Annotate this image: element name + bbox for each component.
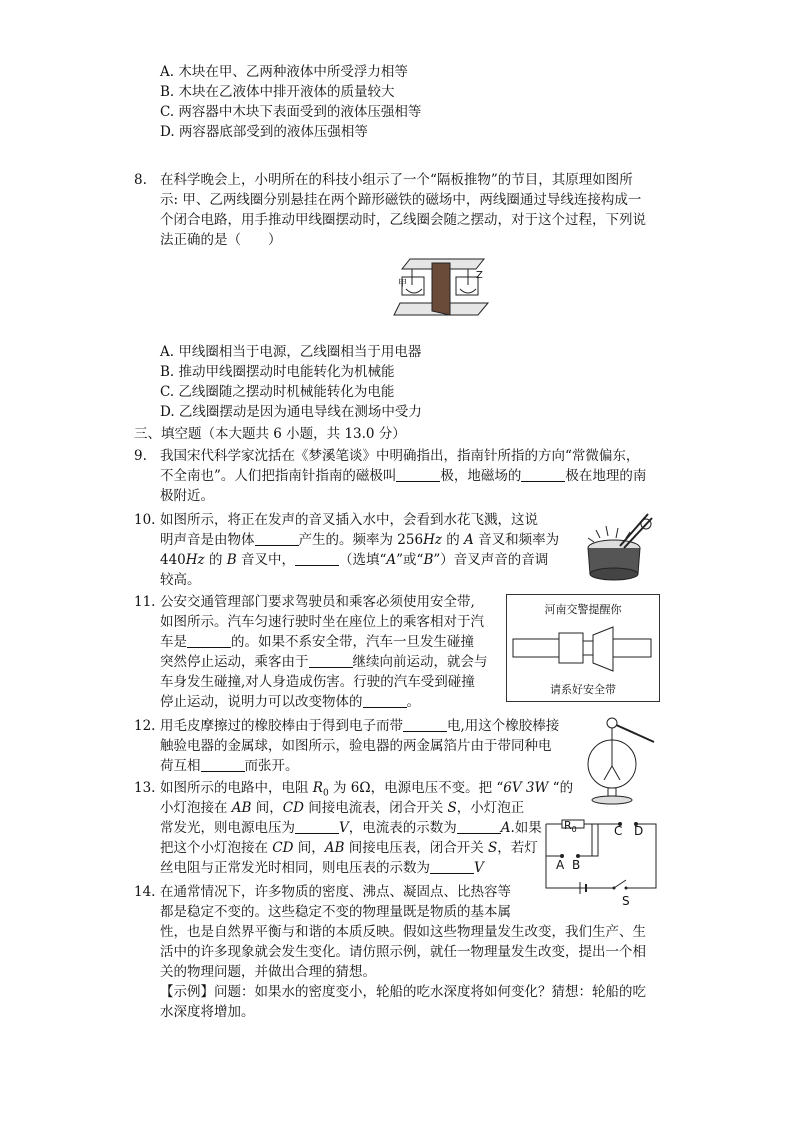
q13-blank-1[interactable] [295, 819, 339, 834]
q8-label-jia: 甲 [398, 279, 408, 289]
q11-blank-1[interactable] [187, 633, 231, 648]
q11-blank-2[interactable] [309, 653, 353, 668]
q13-blank-2[interactable] [457, 819, 501, 834]
q10-line-1: 如图所示，将正在发声的音叉插入水中，会看到水花飞溅，这说 [160, 512, 538, 528]
q14-number: 14. [134, 884, 156, 900]
q8-line-3: 个闭合电路，用手推动甲线圈摆动时，乙线圈会随之摆动，对于这个过程，下列说 [160, 212, 646, 228]
q7-option-d: D. 两容器底部受到的液体压强相等 [160, 124, 368, 140]
q8-number: 8. [134, 172, 147, 188]
q7-option-c: C. 两容器中木块下表面受到的液体压强相等 [160, 104, 422, 120]
q12-line-1: 用毛皮摩擦过的橡胶棒由于得到电子而带 电,用这个橡胶棒接 [160, 718, 560, 734]
q10-line-4: 较高。 [160, 572, 201, 588]
q13-line-3: 常发光，则电源电压为 V，电流表的示数为 A.如果 [160, 820, 542, 836]
q7-option-b: B. 木块在乙液体中排开液体的质量较大 [160, 84, 395, 100]
q12-electroscope-figure [584, 716, 664, 808]
q8-option-a: A. 甲线圈相当于电源，乙线圈相当于用电器 [160, 344, 422, 360]
q14-line-2: 都是稳定不变的。这些稳定不变的物理量既是物质的基本属 [160, 904, 511, 920]
q13-label-b: B [572, 858, 581, 872]
q7-option-a: A. 木块在甲、乙两种液体中所受浮力相等 [160, 64, 408, 80]
q13-label-c: C [614, 824, 623, 838]
section-fill-in-title: 三、填空题（本大题共 6 小题，共 13.0 分） [134, 426, 406, 442]
q14-line-5: 关的物理问题，并做出合理的猜想。 [160, 964, 376, 980]
q12-number: 12. [134, 718, 156, 734]
q14-line-4: 活中的许多现象就会发生变化。请仿照示例，就任一物理量发生改变，提出一个相 [160, 944, 646, 960]
q12-blank-1[interactable] [403, 717, 447, 732]
q8-line-4: 法正确的是（ ） [160, 232, 282, 248]
q8-option-c: C. 乙线圈随之摆动时机械能转化为电能 [160, 384, 395, 400]
q13-label-a: A [556, 858, 565, 872]
q14-line-6: 【示例】问题：如果水的密度变小，轮船的吃水深度将如何变化？猜想：轮船的吃 [160, 984, 646, 1000]
q11-line-5: 车身发生碰撞,对人身造成伤害。行驶的汽车受到碰撞 [160, 674, 475, 690]
q14-line-1: 在通常情况下，许多物质的密度、沸点、凝固点、比热容等 [160, 884, 511, 900]
q9-blank-1[interactable] [396, 467, 440, 482]
seatbelt-buckle-icon [511, 621, 655, 677]
poster-top-text: 河南交警提醒你 [544, 603, 622, 616]
q13-line-2: 小灯泡接在 AB 间，CD 间接电流表，闭合开关 S，小灯泡正 [160, 800, 525, 816]
q11-seatbelt-poster [506, 594, 660, 702]
q10-tuning-fork-figure [580, 508, 660, 582]
q8-option-b: B. 推动甲线圈摆动时电能转化为机械能 [160, 364, 395, 380]
q11-line-3: 车是 的。如果不系安全带，汽车一旦发生碰撞 [160, 634, 474, 650]
q9-blank-2[interactable] [521, 467, 565, 482]
q9-line-3: 极附近。 [160, 488, 214, 504]
q12-line-2: 触验电器的金属球，如图所示，验电器的两金属箔片由于带同种电 [160, 738, 552, 754]
q11-line-4: 突然停止运动，乘客由于 继续向前运动，就会与 [160, 654, 488, 670]
poster-bottom-text: 请系好安全带 [550, 683, 616, 696]
q9-line-1: 我国宋代科学家沈括在《梦溪笔谈》中明确指出，指南针所指的方向“常微偏东， [160, 448, 640, 464]
q8-line-2: 示: 甲、乙两线圈分别悬挂在两个蹄形磁铁的磁场中，两线圈通过导线连接构成一 [160, 192, 642, 208]
q10-line-2: 明声音是由物体 产生的。频率为 256Hz 的 A 音叉和频率为 [160, 532, 560, 548]
q9-number: 9. [134, 448, 147, 464]
q12-blank-2[interactable] [201, 757, 245, 772]
q8-line-1: 在科学晚会上，小明所在的科技小组示了一个“隔板推物”的节目，其原理如图所 [160, 172, 633, 188]
q10-number: 10. [134, 512, 156, 528]
q13-label-s: S [622, 894, 630, 908]
q11-line-1: 公安交通管理部门要求驾驶员和乘客必须使用安全带, [160, 594, 475, 610]
q11-line-6: 停止运动，说明力可以改变物体的 。 [160, 694, 420, 710]
q8-label-yi: Z [476, 270, 483, 281]
q13-number: 13. [134, 780, 156, 796]
q10-blank-1[interactable] [255, 531, 299, 546]
q14-line-3: 性，也是自然界平衡与和谐的本质反映。假如这些物理量发生改变，我们生产、生 [160, 924, 646, 940]
q13-line-5: 丝电阻与正常发光时相同，则电压表的示数为 V [160, 860, 484, 876]
q13-line-4: 把这个小灯泡接在 CD 间，AB 间接电压表，闭合开关 S，若灯 [160, 840, 538, 856]
q14-line-7: 水深度将增加。 [160, 1004, 255, 1020]
q11-line-2: 如图所示。汽车匀速行驶时坐在座位上的乘客相对于汽 [160, 614, 484, 630]
q11-blank-3[interactable] [363, 693, 407, 708]
q8-option-d: D. 乙线圈摆动是因为通电导线在测场中受力 [160, 404, 422, 420]
q13-label-r0: $R_0$ [564, 819, 577, 835]
q9-line-2: 不全南也”。人们把指南针指南的磁极叫 极，地磁场的 极在地理的南 [160, 468, 647, 484]
q12-line-3: 荷互相 而张开。 [160, 758, 299, 774]
q13-blank-3[interactable] [430, 859, 474, 874]
q13-line-1: 如图所示的电路中，电阻 $R_0$ 为 6Ω，电源电压不变。把 “6V 3W “的 [160, 780, 574, 799]
q13-label-d: D [634, 824, 644, 838]
q10-line-3: 440Hz 的 B 音叉中， （选填“A”或“B”）音叉声音的音调 [160, 552, 549, 568]
q11-number: 11. [134, 594, 156, 610]
q10-blank-2[interactable] [295, 551, 339, 566]
